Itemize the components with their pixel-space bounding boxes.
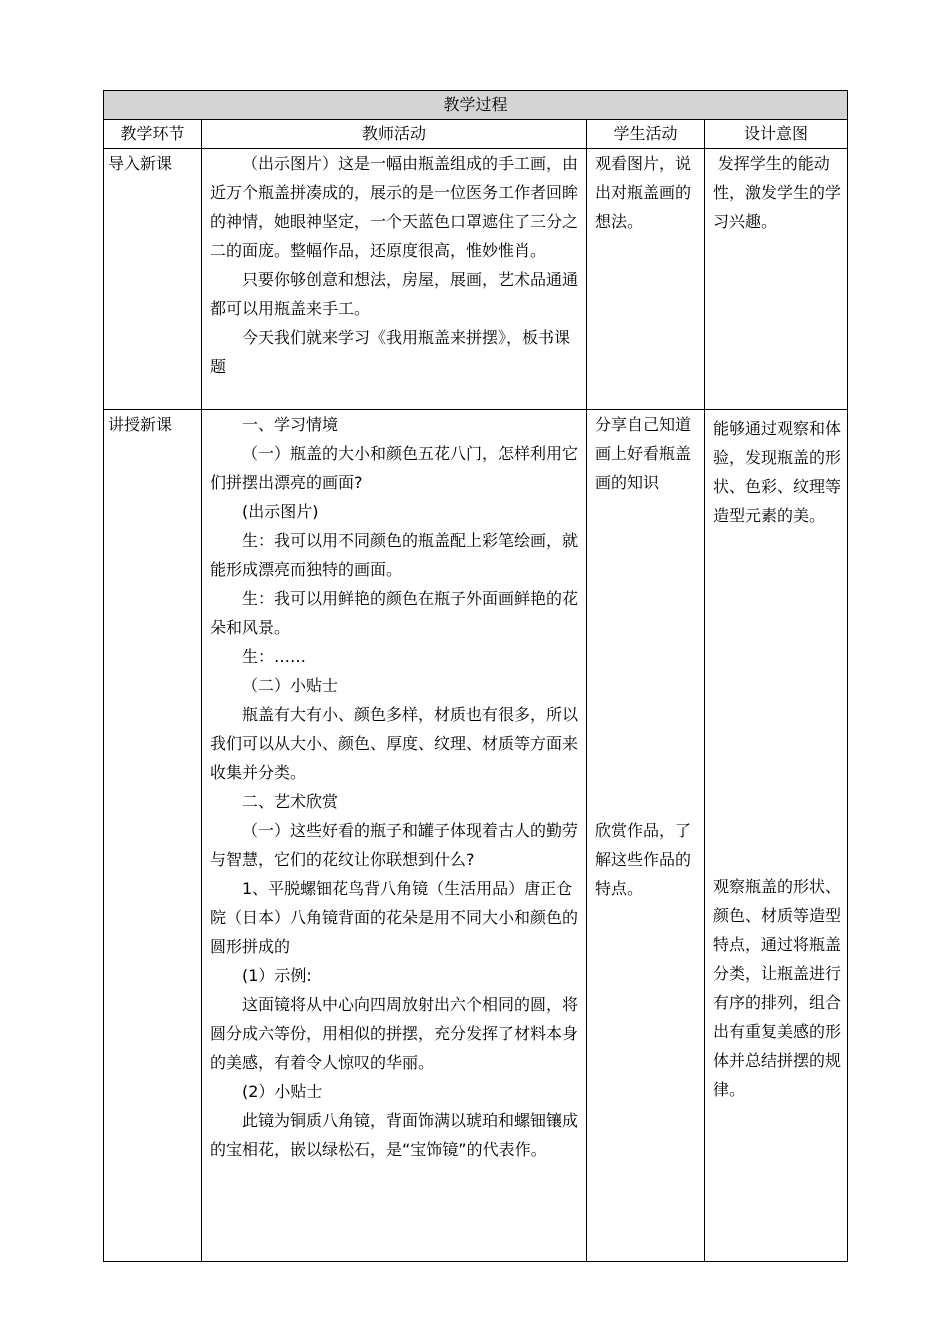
table-row [104, 149, 848, 410]
teacher-paragraph: (出示图片) [242, 502, 319, 521]
stage-cell: 导入新课 [104, 149, 202, 410]
design-intent-cell [705, 149, 848, 410]
header-stage: 教学环节 [104, 120, 202, 149]
header-design: 设计意图 [705, 120, 848, 149]
spacer [595, 497, 698, 816]
teacher-paragraph: （一）瓶盖的大小和颜色五花八门，怎样利用它们拼摆出漂亮的画面? [210, 444, 579, 492]
design-paragraph: 观察瓶盖的形状、颜色、材质等造型特点，通过将瓶盖分类，让瓶盖进行有序的排列，组合出有重复美感的形体并总结拼摆的规律。 [713, 877, 842, 1099]
teacher-paragraph: 生：我可以用不同颜色的瓶盖配上彩笔绘画，就能形成漂亮而独特的画面。 [210, 531, 579, 579]
teacher-activity-cell [202, 149, 587, 410]
teacher-paragraph: 生：…… [242, 647, 307, 666]
design-paragraph: 发挥学生的能动性，激发学生的学习兴趣。 [713, 154, 842, 231]
teacher-paragraph: 1、平脱螺钿花鸟背八角镜（生活用品）唐正仓院（日本）八角镜背面的花朵是用不同大小和颜色的圆形拼成的 [210, 879, 579, 956]
stage-cell: 讲授新课 [104, 410, 202, 1262]
teaching-process-table [103, 90, 848, 1262]
design-intent-cell [705, 410, 848, 1262]
teacher-paragraph: (1）示例: [242, 966, 312, 985]
table-header-row [104, 120, 848, 149]
header-teacher: 教师活动 [202, 120, 587, 149]
teacher-paragraph: (2）小贴士 [242, 1082, 323, 1101]
table-title: 教学过程 [104, 91, 848, 120]
header-student: 学生活动 [587, 120, 705, 149]
teacher-paragraph: 生：我可以用鲜艳的颜色在瓶子外面画鲜艳的花朵和风景。 [210, 589, 579, 637]
student-paragraph: 欣赏作品，了解这些作品的特点。 [595, 821, 692, 898]
design-paragraph: 能够通过观察和体验，发现瓶盖的形状、色彩、纹理等造型元素的美。 [713, 419, 842, 525]
teacher-paragraph: （出示图片）这是一幅由瓶盖组成的手工画，由近万个瓶盖拼凑成的，展示的是一位医务工作者回眸的神情，她眼神坚定，一个天蓝色口罩遮住了三分之二的面庞。整幅作品，还原度很高，惟妙惟肖。 [210, 154, 579, 260]
teacher-paragraph: （一）这些好看的瓶子和罐子体现着古人的勤劳与智慧，它们的花纹让你联想到什么? [210, 821, 579, 869]
teacher-paragraph: （二）小贴士 [242, 676, 339, 695]
student-paragraph: 观看图片，说出对瓶盖画的想法。 [595, 154, 692, 231]
teacher-paragraph: 今天我们就来学习《我用瓶盖来拼摆》，板书课题 [210, 328, 571, 376]
student-paragraph: 分享自己知道画上好看瓶盖画的知识 [595, 415, 692, 492]
student-activity-cell [587, 410, 705, 1262]
teacher-paragraph: 此镜为铜质八角镜，背面饰满以琥珀和螺钿镶成的宝相花，嵌以绿松石，是“宝饰镜”的代表作。 [210, 1111, 579, 1159]
teacher-activity-cell [202, 410, 587, 1262]
teacher-paragraph: 只要你够创意和想法，房屋，展画，艺术品通通都可以用瓶盖来手工。 [210, 270, 579, 318]
student-activity-cell [587, 149, 705, 410]
table-row [104, 410, 848, 1262]
spacer [713, 530, 841, 872]
teacher-paragraph: 这面镜将从中心向四周放射出六个相同的圆，将圆分成六等份，用相似的拼摆，充分发挥了材料本身的美感，有着令人惊叹的华丽。 [210, 995, 579, 1072]
teacher-paragraph: 瓶盖有大有小、颜色多样，材质也有很多，所以我们可以从大小、颜色、厚度、纹理、材质等方面来收集并分类。 [210, 705, 579, 782]
teacher-paragraph: 二、艺术欣赏 [242, 792, 339, 811]
teacher-paragraph: 一、学习情境 [242, 415, 339, 434]
